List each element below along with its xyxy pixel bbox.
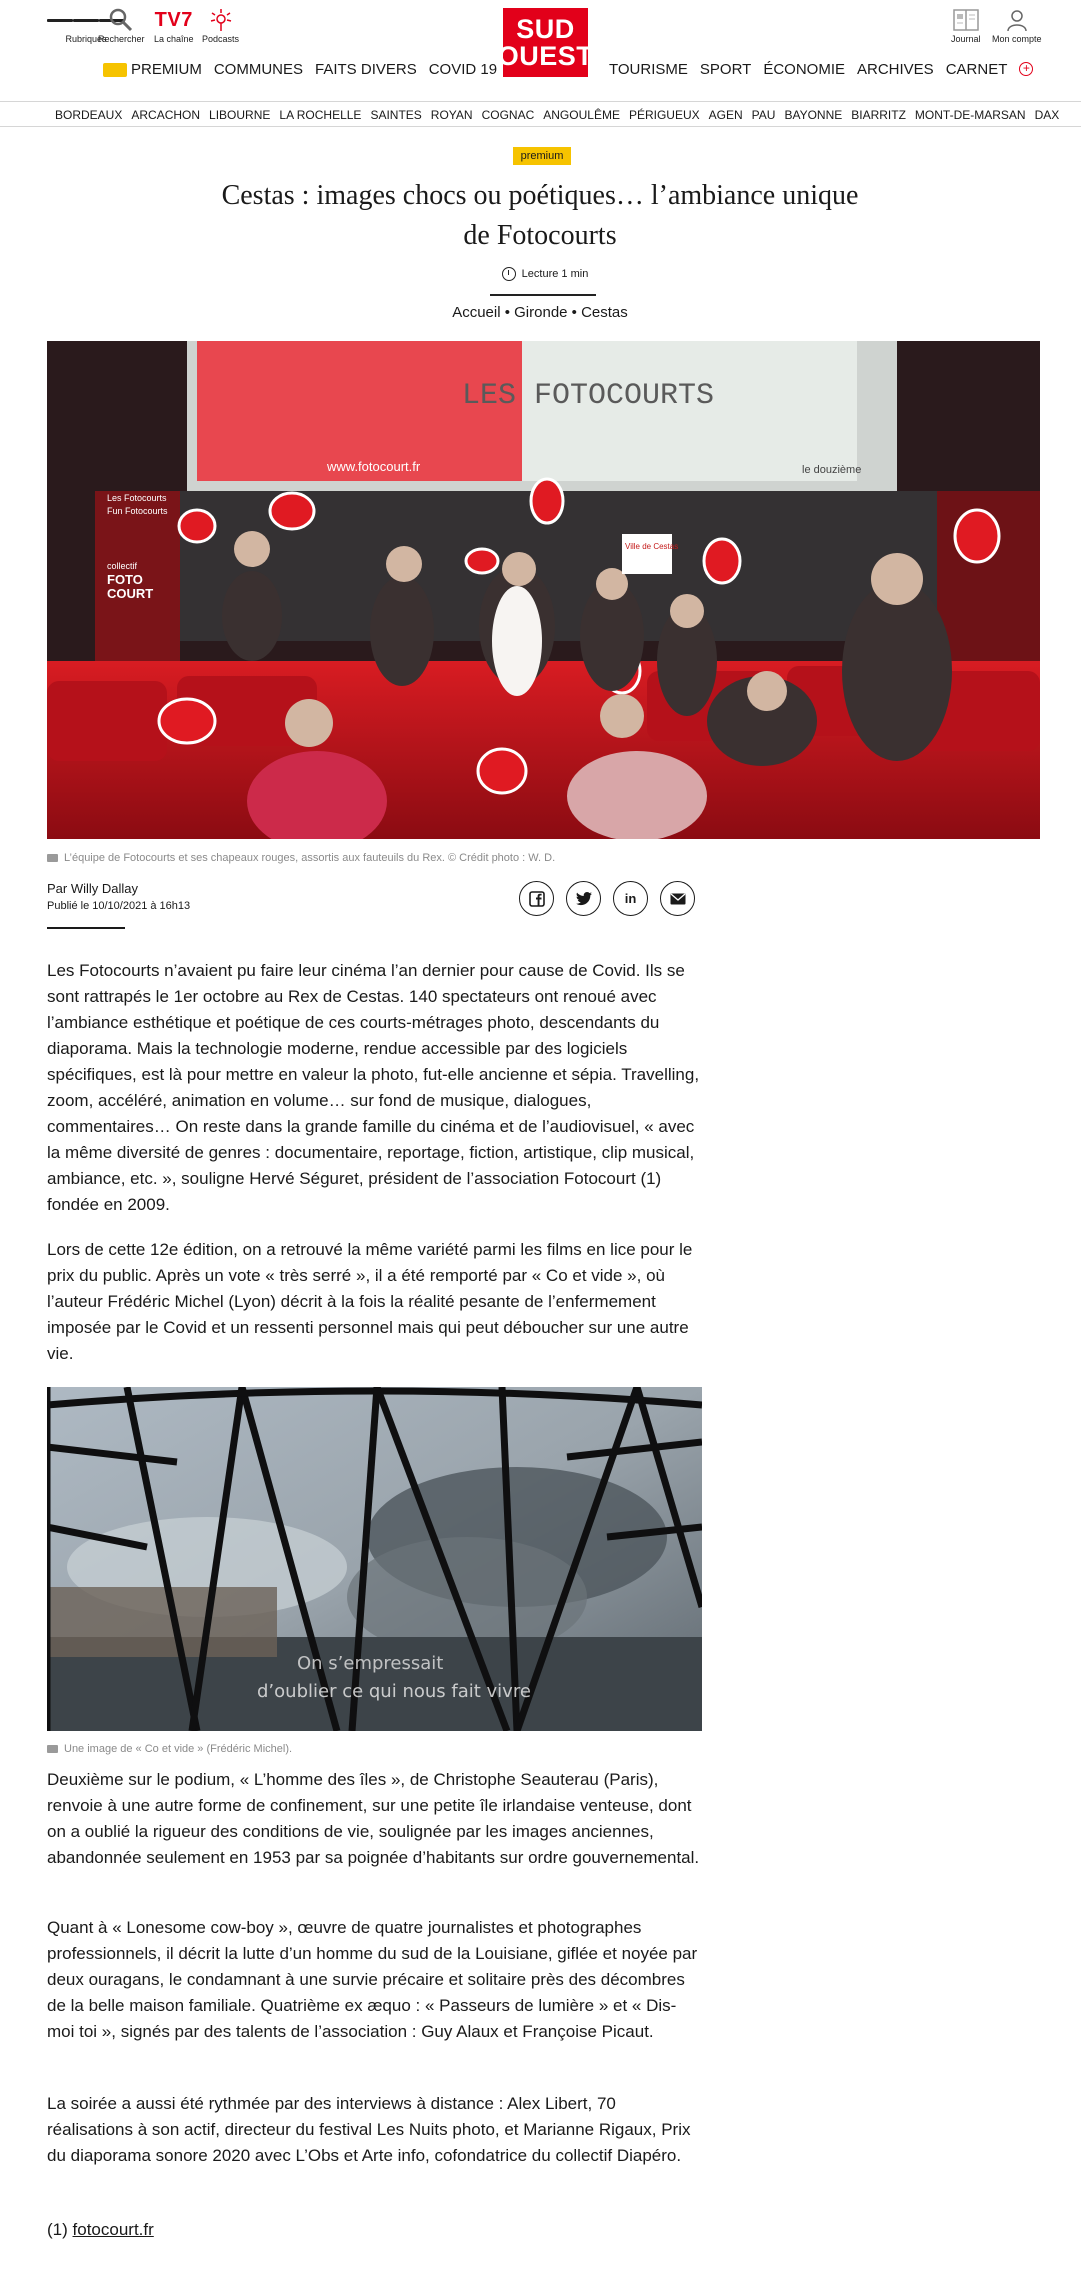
nav-item-tourisme[interactable]: TOURISME (609, 60, 688, 78)
search-button[interactable] (98, 6, 145, 44)
account-button[interactable] (992, 6, 1042, 44)
banner-line: Fun Fotocourts (107, 506, 168, 516)
share-linkedin-button[interactable] (613, 881, 648, 916)
title-line-2: de Fotocourts (463, 220, 617, 251)
logo-line-1: SUD (516, 13, 575, 44)
nav-item-archives[interactable]: ARCHIVES (857, 60, 934, 78)
article-paragraph: La soirée a aussi été rythmée par des interviews à distance : Alex Libert, 70 réalisations à son actif, directeur du festival Les Nuits photo, et Marianne Rigaux, Prix du diaporama sonore 2020 avec L’Obs et Arte info, cofondatrice du collectif Diapéro. (47, 2094, 691, 2165)
read-time-rule (490, 294, 596, 296)
read-time-label: Lecture 1 min (521, 268, 589, 280)
logo-line-2: OUEST (497, 40, 594, 71)
menu-label: Rubriques (65, 34, 107, 44)
search-label: Rechercher (98, 34, 145, 44)
footnote-link[interactable]: fotocourt.fr (72, 2220, 154, 2239)
share-email-button[interactable] (660, 881, 695, 916)
title-line-1: Cestas : images chocs ou poétiques… l’ambiance unique (221, 180, 859, 211)
nav-label: PREMIUM (131, 60, 202, 78)
footnote-prefix: (1) (47, 2220, 68, 2239)
hero-screen-sub: le douzième (802, 464, 862, 476)
city-link[interactable]: SAINTES (370, 107, 422, 122)
city-nav (0, 103, 1081, 127)
publish-date: Publié le 10/10/2021 à 16h13 (47, 900, 191, 912)
nav-item-sport[interactable]: SPORT (699, 60, 752, 78)
banner-line: collectif (107, 561, 138, 571)
journal-label: Journal (951, 34, 981, 44)
twitter-icon (576, 892, 592, 906)
tv7-label: La chaîne (154, 34, 194, 44)
city-link[interactable]: LA ROCHELLE (279, 107, 362, 122)
share-facebook-button[interactable] (519, 881, 554, 916)
film-still-illustration (47, 1387, 702, 1731)
email-icon (670, 893, 686, 905)
account-label: Mon compte (992, 34, 1042, 44)
nav-item-covid[interactable]: COVID 19 (428, 60, 498, 78)
city-link[interactable]: AGEN (708, 107, 743, 122)
article-paragraph: Lors de cette 12e édition, on a retrouvé la même variété parmi les films en lice pour le prix du public. Après un vote « très serré », il a été remporté par « Co et vide », où l’auteur Frédéric Michel (Lyon) décrit à la fois la réalité pesante de l’enfermement imposée par le Covid et un ressenti personnel mais qui peut déboucher sur une autre vie. (47, 1240, 693, 1363)
hero-screen-url: www.fotocourt.fr (327, 459, 421, 474)
nav-right (609, 58, 1033, 80)
film-subtitle-line-1: On s’empressait (297, 1653, 444, 1674)
premium-badge: premium (513, 147, 571, 165)
hero-logo-label: Ville de Cestas (625, 542, 679, 551)
nav-item-economie[interactable]: ÉCONOMIE (763, 60, 845, 78)
user-icon (1004, 6, 1030, 34)
tv7-button[interactable] (154, 6, 194, 44)
camera-icon (47, 1745, 58, 1753)
hero-caption (47, 852, 555, 864)
city-link[interactable]: ROYAN (430, 107, 473, 122)
film-subtitle-line-2: d’oublier ce qui nous fait vivre (257, 1681, 531, 1702)
author[interactable]: Par Willy Dallay (47, 881, 139, 896)
nav-item-faits-divers[interactable]: FAITS DIVERS (315, 60, 417, 78)
film-still-image (47, 1387, 702, 1731)
film-still-caption-text: Une image de « Co et vide » (Frédéric Michel). (64, 1743, 293, 1755)
footnote (47, 2220, 154, 2240)
city-link[interactable]: DAX (1034, 107, 1060, 122)
article-title (160, 176, 920, 256)
nav-item-communes[interactable]: COMMUNES (213, 60, 304, 78)
clock-icon (502, 267, 516, 281)
facebook-icon (529, 891, 545, 907)
article-paragraph: Quant à « Lonesome cow-boy », œuvre de quatre journalistes et photographes professionnels, il décrit la lutte d’un homme du sud de la Louisiane, giflée et noyée par deux ouragans, le condamnant à une survie précaire et solitaire près des décombres de la belle maison familiale. Quatrième ex æquo : « Passeurs de lumière » et « Dis-moi toi », signés par des talents de l’association : Guy Alaux et Françoise Picaut. (47, 1918, 698, 2041)
hero-photo-illustration (47, 341, 1040, 839)
city-link[interactable]: PÉRIGUEUX (628, 107, 700, 122)
linkedin-icon: in (624, 891, 637, 906)
city-link[interactable]: PAU (751, 107, 776, 122)
city-link[interactable]: BIARRITZ (851, 107, 906, 122)
hero-screen-title: LES FOTOCOURTS (462, 379, 715, 413)
crown-icon (103, 63, 127, 77)
site-header (0, 0, 1081, 102)
tv7-logo: TV7 (154, 8, 193, 31)
banner-line: COURT (107, 586, 154, 601)
byline-rule (47, 927, 125, 929)
nav-left (103, 58, 497, 80)
podcasts-button[interactable] (202, 6, 239, 44)
breadcrumb[interactable]: Accueil • Gironde • Cestas (452, 304, 628, 321)
city-link[interactable]: ANGOULÊME (543, 107, 620, 122)
sud-ouest-logo[interactable] (497, 8, 594, 77)
podcasts-label: Podcasts (202, 34, 240, 44)
film-still-caption (47, 1743, 292, 1755)
more-nav-icon[interactable]: + (1019, 62, 1033, 76)
article-paragraph: Les Fotocourts n’avaient pu faire leur cinéma l’an dernier pour cause de Covid. Ils se sont rattrapés le 1er octobre au Rex de Cestas. 140 spectateurs ont renoué avec l’ambiance esthétique et poétique de ces courts-métrages photo, descendants du diaporama. Mais la technologie moderne, rendue accessible par des logiciels spécifiques, est là pour mettre en valeur la photo, fut-elle ancienne et sépia. Travelling, zoom, accéléré, animation en volume… sur fond de musique, dialogues, commentaires… On reste dans la grande famille du cinéma et de l’audiovisuel, « avec la même diversité de genres : documentaire, reportage, fiction, artistique, clip musical, ambiance, etc. », souligne Hervé Séguret, président de l’association Fotocourt (1) fondée en 2009. (47, 961, 700, 1214)
city-link[interactable]: MONT-DE-MARSAN (914, 107, 1026, 122)
search-icon (108, 6, 134, 34)
article-paragraph: Deuxième sur le podium, « L’homme des îles », de Christophe Seauterau (Paris), renvoie à une autre forme de confinement, sur une petite île irlandaise venteuse, dont on a oublié la rigueur des conditions de vie, soulignée par les images anciennes, abandonnée seulement en 1953 par sa poignée d’habitants sur ordre gouvernemental. (47, 1770, 700, 1867)
camera-icon (47, 854, 58, 862)
hero-caption-text: L’équipe de Fotocourts et ses chapeaux rouges, assortis aux fauteuils du Rex. © Crédit photo : W. D. (64, 852, 556, 864)
city-link[interactable]: ARCACHON (131, 107, 201, 122)
podcast-icon (208, 6, 234, 34)
city-link[interactable]: COGNAC (481, 107, 535, 122)
city-link[interactable]: BORDEAUX (55, 107, 123, 122)
read-time (490, 267, 600, 281)
share-twitter-button[interactable] (566, 881, 601, 916)
hero-photo (47, 341, 1040, 839)
city-link[interactable]: LIBOURNE (209, 107, 271, 122)
banner-line: FOTO (107, 572, 143, 587)
nav-item-carnet[interactable]: CARNET (945, 60, 1008, 78)
journal-button[interactable] (951, 6, 981, 44)
banner-line: Les Fotocourts (107, 493, 167, 503)
city-link[interactable]: BAYONNE (784, 107, 843, 122)
nav-item-premium[interactable] (103, 61, 202, 78)
newspaper-icon (952, 6, 980, 34)
